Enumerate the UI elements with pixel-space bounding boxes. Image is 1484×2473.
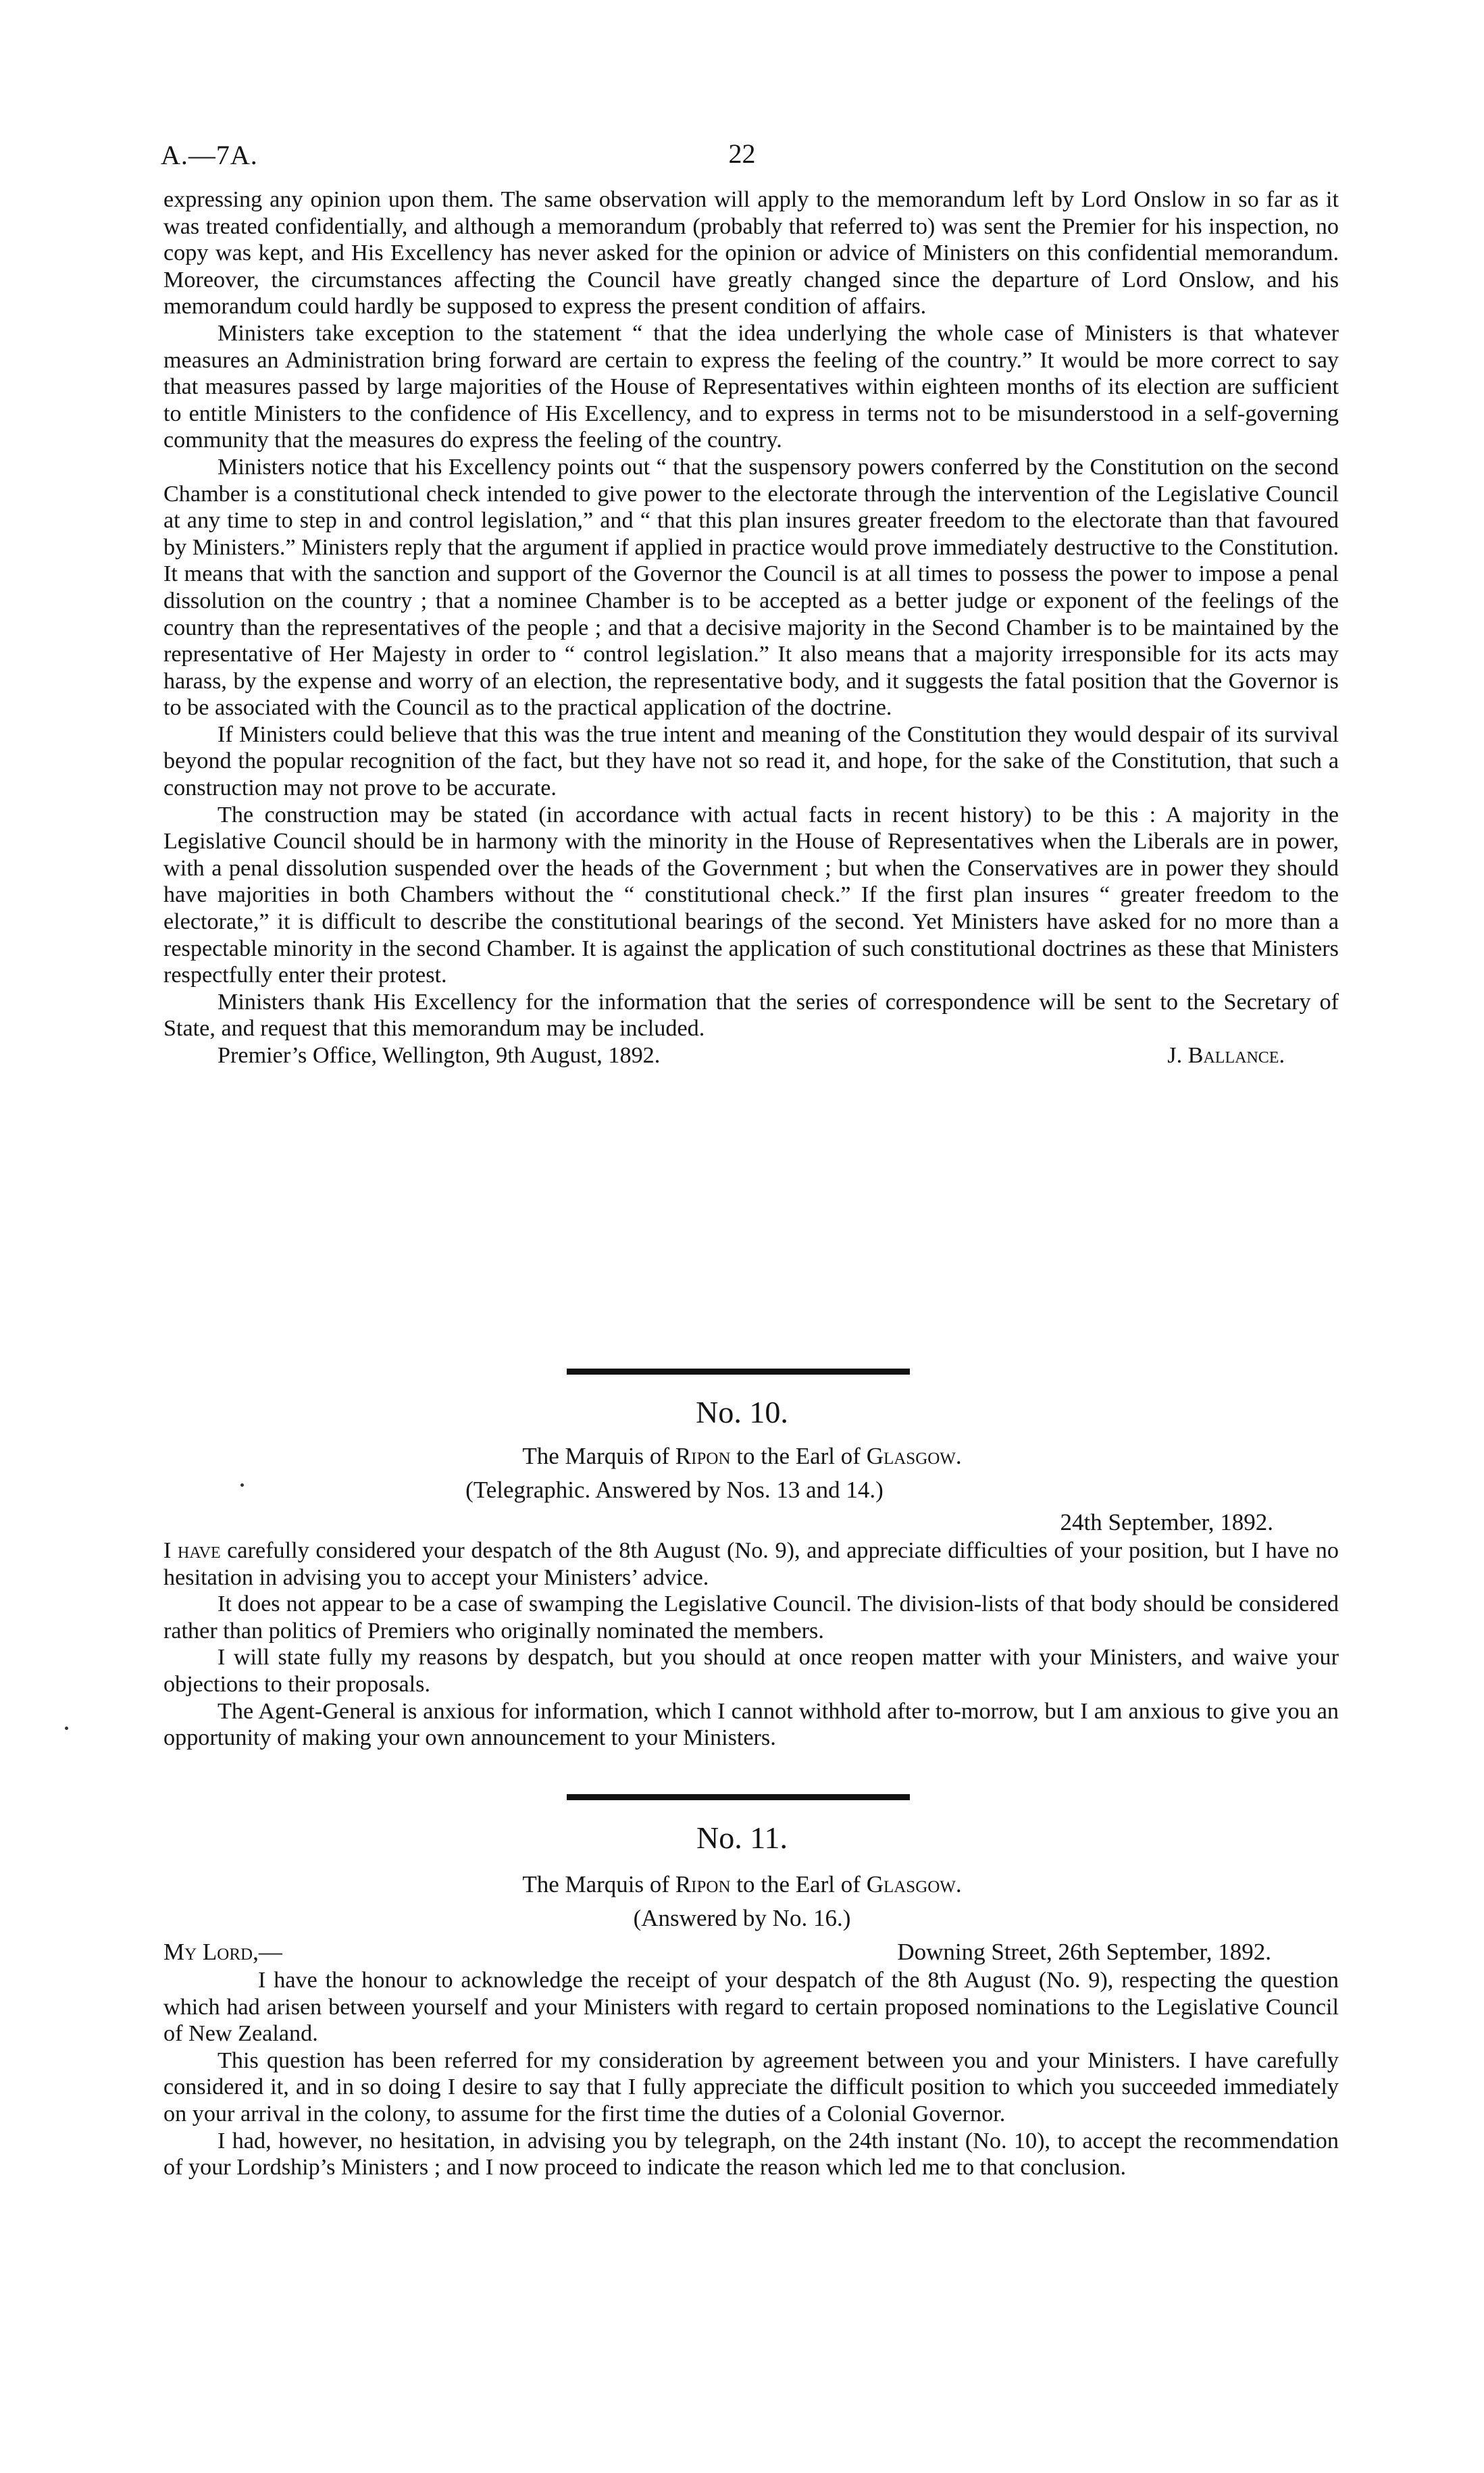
paragraph: Ministers notice that his Excellency points out “ that the suspensory powers conferred by the Constitution on the second Chamber is a constitutional check intended to give power to the electorate through the intervention of the Legislative Council at any time to step in and control legislation,” and “ that this plan insures greater freedom to the electorate than that favoured by Ministers.” Ministers reply that the argument if applied in practice would prove immediately destructive to the Constitution. It means that with the sanction and support of the Governor the Council is at all times to possess the power to impose a penal dissolution on the country ; that a nominee Chamber is to be accepted as a better judge or exponent of the feelings of the country than the representatives of the people ; and that a decisive majority in the Second Chamber is to be maintained by the representative of Her Majesty in order to “ control legislation.” It also means that a majority irresponsible for its acts may harass, by the expense and worry of an election, the representative body, and it suggests the fatal position that the Governor is to be associated with the Council as to the practical application of the doctrine. [163, 454, 1339, 721]
section-subheading-no11: (Answered by No. 16.) [633, 1905, 851, 1931]
heading-text: . [955, 1871, 962, 1897]
section-title-no11: No. 11. [696, 1820, 788, 1855]
scan-speck [65, 1727, 68, 1730]
telegram-date: 24th September, 1892. [1060, 1509, 1273, 1535]
paragraph: This question has been referred for my consideration by agreement between you and your Ministers. I have carefully considered it, and in so doing I desire to say that I fully appreciate the difficult position to which you succeeded immediately on your arrival in the colony, to assume for the first time the duties of a Colonial Governor. [163, 2047, 1339, 2126]
signature-line [163, 1042, 1339, 1069]
section-divider [567, 1369, 910, 1375]
letter-body [163, 1967, 1339, 2181]
paragraph [163, 1537, 1339, 1591]
heading-name: Ripon [675, 1871, 731, 1897]
scan-speck [240, 1483, 244, 1487]
paragraph: I had, however, no hesitation, in advising you by telegraph, on the 24th instant (No. 10), to accept the recommendation of your Lordship’s Ministers ; and I now proceed to indicate the reason which led me to that conclusion. [163, 2128, 1339, 2181]
heading-text: The Marquis of [522, 1443, 675, 1469]
section-title-no10: No. 10. [696, 1395, 788, 1429]
paragraph: The construction may be stated (in accordance with actual facts in recent history) to be this : A majority in the Legislative Council should be in harmony with the minority in the House of Representatives when the Liberals are in power, with a penal dissolution suspended over the heads of the Government ; but when the Conservatives are in power they should have majorities in both Chambers without the “ constitutional check.” If the first plan insures “ greater freedom to the electorate,” it is difficult to describe the constitutional bearings of the second. Yet Ministers have asked for no more than a respectable minority in the second Chamber. It is against the application of such constitutional doctrines as these that Ministers respectfully enter their protest. [163, 802, 1339, 988]
heading-name: Glasgow [866, 1871, 956, 1897]
memorandum-body [163, 186, 1339, 1069]
page-number: 22 [728, 138, 756, 169]
section-subheading-no10: (Telegraphic. Answered by Nos. 13 and 14.) [465, 1477, 884, 1503]
section-heading-no11 [0, 1871, 1484, 1898]
page-reference: A.—7A. [161, 140, 258, 170]
heading-name: Ripon [675, 1443, 731, 1469]
first-word: I have [163, 1538, 221, 1563]
salutation: My Lord,— [163, 1939, 282, 1965]
heading-text: . [955, 1443, 962, 1469]
telegram-body [163, 1537, 1339, 1752]
paragraph: Ministers thank His Excellency for the information that the series of correspondence will be sent to the Secretary of State, and request that this memorandum may be included. [163, 989, 1339, 1042]
letter-date-line: Downing Street, 26th September, 1892. [897, 1939, 1271, 1965]
paragraph: It does not appear to be a case of swamping the Legislative Council. The division-lists of that body should be considered rather than politics of Premiers who originally nominated the members. [163, 1591, 1339, 1643]
heading-text: The Marquis of [522, 1871, 675, 1897]
heading-name: Glasgow [866, 1443, 956, 1469]
section-heading-no10 [0, 1443, 1484, 1470]
paragraph: If Ministers could believe that this was the true intent and meaning of the Constitution they would despair of its survival beyond the popular recognition of the fact, but they have not so read it, and hope, for the sake of the Constitution, that such a construction may not prove to be accurate. [163, 721, 1339, 801]
heading-text: to the Earl of [730, 1443, 867, 1469]
paragraph: The Agent-General is anxious for information, which I cannot withhold after to-morrow, but I am anxious to give you an opportunity of making your own announcement to your Ministers. [163, 1698, 1339, 1751]
signature-name: J. Ballance. [1167, 1043, 1285, 1068]
signature-place: Premier’s Office, Wellington, 9th August, 1892. [218, 1043, 661, 1068]
heading-text: to the Earl of [730, 1871, 867, 1897]
paragraph: Ministers take exception to the statement “ that the idea underlying the whole case of Ministers is that whatever measures an Administration bring forward are certain to express the feeling of the country.” It would be more correct to say that measures passed by large majorities of the House of Representatives within eighteen months of its election are sufficient to entitle Ministers to the confidence of His Excellency, and to express in terms not to be misunderstood in a self-governing community that the measures do express the feeling of the country. [163, 320, 1339, 453]
paragraph: expressing any opinion upon them. The same observation will apply to the memorandum left by Lord Onslow in so far as it was treated confidentially, and although a memorandum (probably that referred to) was sent the Premier for his inspection, no copy was kept, and His Excellency has never asked for the opinion or advice of Ministers on this confidential memorandum. Moreover, the circumstances affecting the Council have greatly changed since the departure of Lord Onslow, and his memorandum could hardly be supposed to express the present condition of affairs. [163, 187, 1339, 320]
paragraph: I will state fully my reasons by despatch, but you should at once reopen matter with your Ministers, and waive your objections to their proposals. [163, 1645, 1339, 1697]
paragraph: I have the honour to acknowledge the receipt of your despatch of the 8th August (No. 9), respecting the question which had arisen between yourself and your Ministers with regard to certain proposed nominations to the Legislative Council of New Zealand. [163, 1968, 1339, 2047]
paragraph-rest: carefully considered your despatch of the 8th August (No. 9), and appreciate difficulties of your position, but I have no hesitation in advising you to accept your Ministers’ advice. [163, 1538, 1339, 1590]
section-divider [567, 1794, 910, 1800]
